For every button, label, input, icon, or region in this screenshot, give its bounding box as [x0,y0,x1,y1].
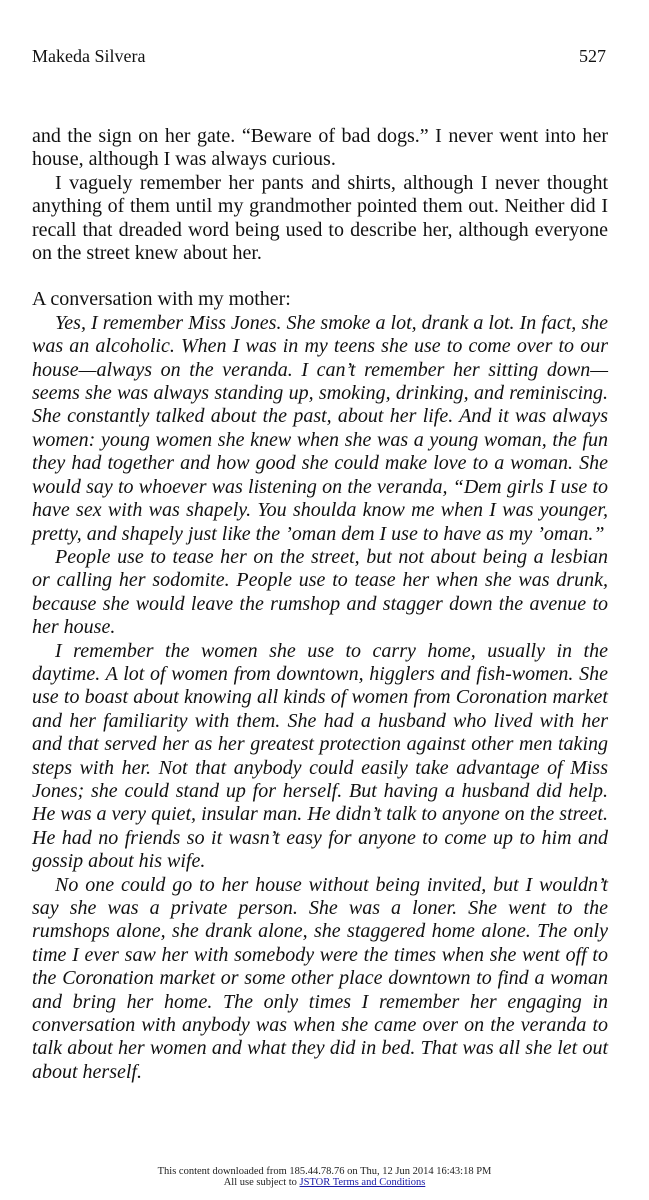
paragraph-continuation: and the sign on her gate. “Beware of bad dogs.” I never went into her house, although I was always curious. [32,125,608,171]
article-body [32,125,608,1084]
terms-prefix: All use subject to [223,1177,297,1188]
page-number: 527 [579,46,606,66]
quote-paragraph-miss-jones: Yes, I remember Miss Jones. She smoke a lot, drank a lot. In fact, she was an alcoholic. When I was in my teens she use to come over to our house—always on the veranda. I can’t remember her sitting down—seems she was always standing up, smoking, drinking, and reminiscing. She constantly talked about the past, about her life. And it was always women: young women she knew when she was a young woman, the fun they had together and how good she could make love to a woman. She would say to whoever was listening on the veranda, “Dem girls I use to have sex with was shapely. You shoulda know me when I was younger, pretty, and shapely just like the ’oman dem I use to have as my ’oman.” [32,311,608,545]
quote-paragraph-teasing: People use to tease her on the street, but not about being a lesbian or calling her sodomite. People use to tease her when she was drunk, because she would leave the rumshop and stagger down the avenue to her house. [32,545,608,639]
running-head [32,46,606,72]
download-notice: This content downloaded from 185.44.78.76 on Thu, 12 Jun 2014 16:43:18 PM [157,1166,492,1177]
quote-paragraph-women: I remember the women she use to carry home, usually in the daytime. A lot of women from downtown, higglers and fish-women. She use to boast about knowing all kinds of women from Coronation market and her familiarity with them. She had a husband who lived with her and that served her as her greatest protection against other men taking steps with her. Not that anybody could easily take advantage of Miss Jones; she could stand up for herself. But having a husband did help. He was a very quiet, insular man. He didn’t talk to anyone on the street. He had no friends so it wasn’t easy for anyone to come up to him and gossip about his wife. [32,639,608,873]
conversation-intro: A conversation with my mother: [32,288,291,311]
download-footer [0,1166,649,1188]
running-head-author: Makeda Silvera [32,46,146,66]
terms-line [0,1177,649,1188]
terms-link[interactable]: JSTOR Terms and Conditions [299,1177,426,1188]
paragraph-pants-and-shirts: I vaguely remember her pants and shirts, although I never thought anything of them until my grandmother pointed them out. Neither did I recall that dreaded word being used to describe her, although everyone on the street knew about her. [32,171,608,265]
quote-paragraph-loner: No one could go to her house without being invited, but I wouldn’t say she was a private person. She was a loner. She went to the rumshops alone, she drank alone, she staggered home alone. The only time I ever saw her with somebody were the times when she went off to the Coronation market or some other place downtown to find a woman and bring her home. The only times I remember her engaging in conversation with anybody was when she came over on the veranda to talk about her women and what they did in bed. That was all she let out about herself. [32,873,608,1083]
